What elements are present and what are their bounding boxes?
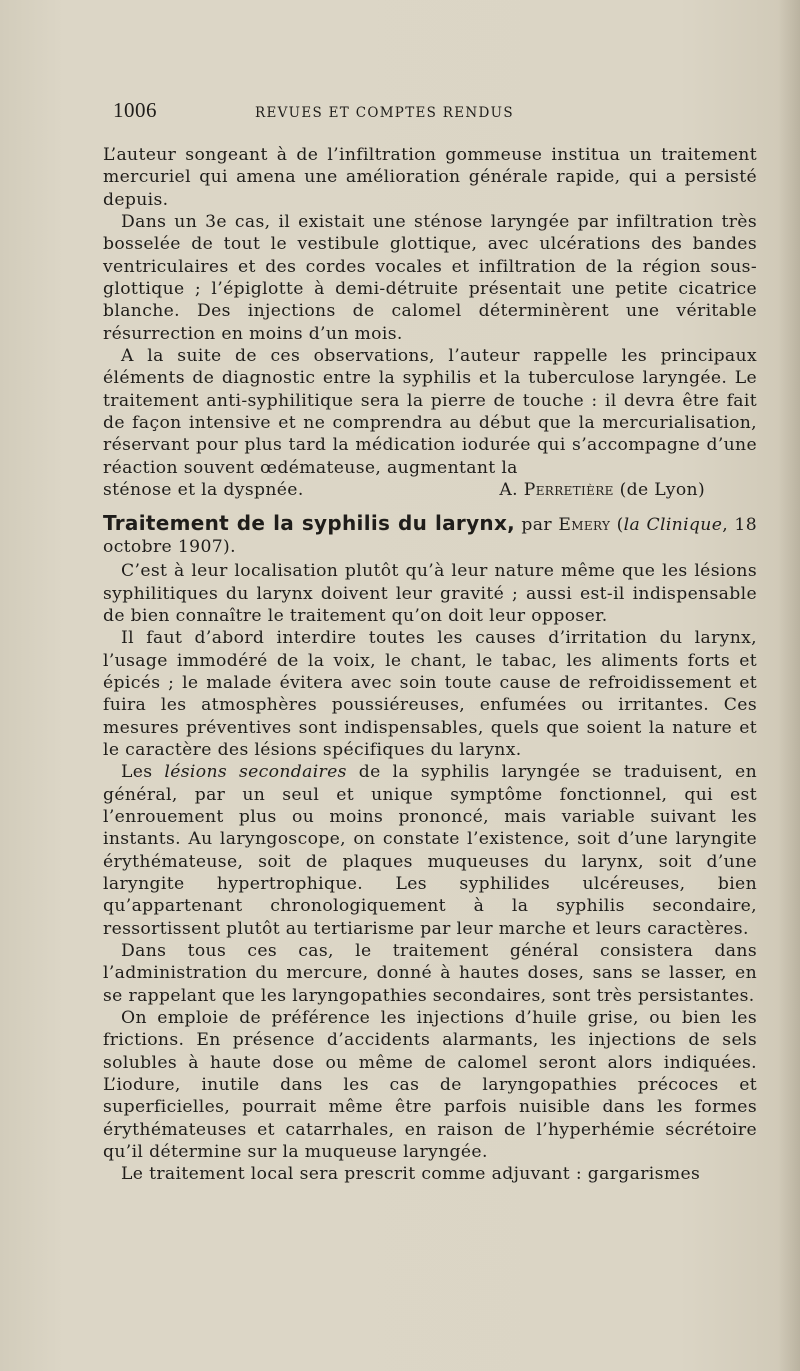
signature-suffix: (de Lyon) — [613, 480, 705, 501]
paragraph: Dans tous ces cas, le traitement général consistera dans l’administration du mercure, donné à hautes doses, sans se lasser, en se rappelant que les laryngopathies secondaires, sont très persistantes. — [103, 941, 757, 1006]
paragraph — [103, 761, 757, 940]
paragraph: L’auteur songeant à de l’infiltration gommeuse institua un traitement mercuriel qui amena une amélioration générale rapide, qui a persisté depuis. — [103, 145, 757, 210]
running-head: REVUES ET COMPTES RENDUS — [255, 105, 514, 121]
paragraph-prefix: Les — [121, 762, 165, 783]
signature-line — [103, 479, 757, 501]
paragraph-rest: de la syphilis laryngée se traduisent, en général, par un seul et unique symptôme fonctionnel, qui est l’enrouement plus ou moins prononcé, mais variable suivant les instants. Au laryngoscope, on constate l’existence, soit d’une laryngite érythémateuse, soit de plaques muqueuses du larynx, soit d’une laryngite hypertrophique. Les syphilides ulcéreuses, bien qu’appartenant chronologiquement à la syphilis secondaire, ressortissent plutôt au tertiarisme par leur marche et leurs caractères. — [103, 762, 757, 939]
article-title: Traitement de la syphilis du larynx, — [103, 510, 516, 535]
page-number: 1006 — [113, 98, 157, 122]
journal-name: la Clinique — [623, 514, 723, 535]
author-signature — [499, 479, 757, 501]
article-heading — [103, 512, 757, 559]
page-header — [113, 98, 760, 123]
signature-prefix: A. — [499, 480, 524, 501]
citation-open: ( — [610, 514, 624, 535]
paragraph: Dans un 3e cas, il existait une sténose laryngée par infiltration très bosselée de tout le vestibule glottique, avec ulcérations des bandes ventriculaires et des cordes vocales et infiltration de la région sous-glottique ; l’épiglotte à demi-détruite présentait une petite cicatrice blanche. Des injections de calomel déterminèrent une véritable résurrection en moins d’un mois. — [103, 212, 757, 344]
paragraph: Le traitement local sera prescrit comme adjuvant : gargarismes — [121, 1164, 701, 1185]
page-edge-shadow — [778, 0, 800, 1371]
paragraph: On emploie de préférence les injections d’huile grise, ou bien les frictions. En présence d’accidents alarmants, les injections de sels solubles à haute dose ou même de calomel seront alors indiquées. L’iodure, inutile dans les cas de laryngopathies précoces et superficielles, pourrait même être parfois nuisible dans les formes érythémateuses et catarrhales, en raison de l’hyperhémie sécrétoire qu’il détermine sur la muqueuse laryngée. — [103, 1008, 757, 1163]
emphasized-term: lésions secondaires — [164, 762, 347, 783]
paragraph: A la suite de ces observations, l’auteur rappelle les principaux éléments de diagnostic entre la syphilis et la tuberculose laryngée. Le traitement anti-syphilitique sera la pierre de touche : il devra être fait de façon intensive et ne comprendra au début que la mercurialisation, réservant pour plus tard la médication iodurée qui s’accompagne d’une réaction souvent œdémateuse, augmentant la — [103, 346, 757, 478]
body-text — [103, 144, 757, 1186]
paragraph: Il faut d’abord interdire toutes les causes d’irritation du larynx, l’usage immodéré de la voix, le chant, le tabac, les aliments forts et épicés ; le malade évitera avec soin toute cause de refroidissement et fuira les atmosphères poussiéreuses, enfumées ou irritantes. Ces mesures préventives sont indispensables, quels que soient la nature et le caractère des lésions spécifiques du larynx. — [103, 628, 757, 760]
paragraph-end: sténose et la dyspnée. — [103, 480, 304, 501]
article-by: par — [515, 514, 559, 535]
paragraph: C’est à leur localisation plutôt qu’à leur nature même que les lésions syphilitiques du larynx doivent leur gravité ; aussi est-il indispensable de bien connaître le traitement qu’on doit leur opposer. — [103, 561, 757, 626]
article-author: Emery — [558, 514, 611, 535]
signature-name: Perretière — [523, 480, 614, 501]
citation-date: , 18 octobre 1907). — [103, 514, 757, 557]
